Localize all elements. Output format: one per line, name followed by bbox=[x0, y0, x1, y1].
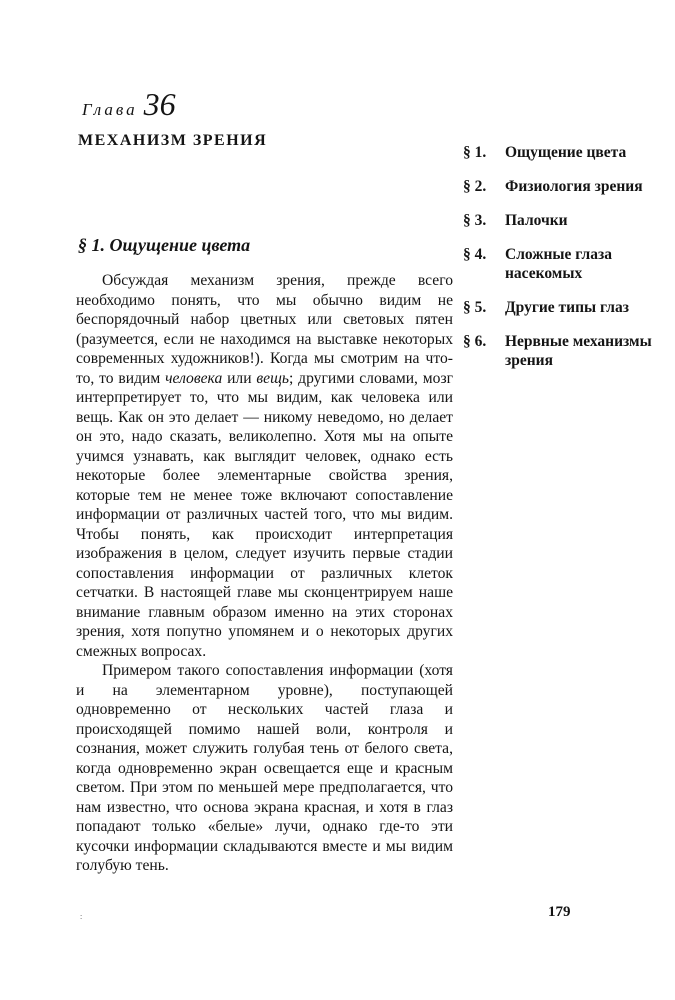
toc-label: Другие типы глаз bbox=[505, 299, 629, 316]
toc-mark: § 4. bbox=[463, 246, 487, 263]
stray-mark: : bbox=[80, 912, 83, 921]
toc-item bbox=[463, 298, 663, 317]
toc-item bbox=[463, 245, 663, 283]
text-run: или bbox=[222, 369, 257, 387]
chapter-word: Глава bbox=[82, 100, 138, 119]
toc-mark: § 2. bbox=[463, 178, 487, 195]
toc-item bbox=[463, 143, 663, 162]
toc-item bbox=[463, 177, 663, 196]
section-heading: § 1. Ощущение цвета bbox=[78, 235, 251, 255]
toc-mark: § 3. bbox=[463, 212, 487, 229]
paragraph: Примером такого сопоставления информации (хотя и на элементарном уровне), поступающей одновременно от нескольких частей глаза и происходящей помимо нашей воли, контроля и сознания, может служить голубая тень от белого света, когда одновременно экран освещается еще и красным светом. При этом по меньшей мере предполагается, что нам известно, что основа экрана красная, и хотя в глаз попадают только «белые» лучи, однако где-то эти кусочки информации складываются вместе и мы видим голубую тень. bbox=[76, 662, 453, 874]
toc-label: Физиология зрения bbox=[505, 178, 643, 195]
text-run: ; другими словами, мозг интерпретирует то, что мы видим, как человека или вещь. Как он это делает — никому неведомо, но делает он это, надо сказать, великолепно. Хотя мы на опыте учимся узнавать, как выглядит человек, однако есть некоторые более элементарные свойства зрения, которые тем не менее тоже включают сопоставление информации от различных частей того, что мы видим. Чтобы понять, как происходит интерпретация изображения в целом, следует изучить первые стадии сопоставления информации от различных клеток сетчатки. В настоящей главе мы сконцентрируем наше внимание главным образом именно на этих сторонах зрения, хотя попутно упомянем и о некоторых других смежных вопросах. bbox=[76, 369, 454, 660]
text-run: Обсуждая механизм зрения, прежде всего необходимо понять, что мы обычно видим не беспорядочный набор цветных или световых пятен (разумеется, если не находимся на выставке некоторых современных художников!). Когда мы смотрим на что-то, то видим bbox=[76, 272, 453, 387]
toc-label: Палочки bbox=[505, 212, 568, 229]
chapter-number: 36 bbox=[143, 86, 176, 122]
toc-item bbox=[463, 211, 663, 230]
page-number: 179 bbox=[548, 904, 571, 920]
emphasis: вещь bbox=[256, 369, 289, 387]
toc-label: Нервные механизмы зрения bbox=[505, 333, 652, 369]
toc-mark: § 6. bbox=[463, 333, 487, 350]
chapter-title: МЕХАНИЗМ ЗРЕНИЯ bbox=[78, 132, 268, 149]
toc-mark: § 5. bbox=[463, 299, 487, 316]
paragraph bbox=[76, 271, 453, 661]
emphasis: человека bbox=[165, 369, 223, 387]
body-text bbox=[76, 271, 453, 876]
toc-label: Ощущение цвета bbox=[505, 144, 627, 161]
toc-label: Сложные глаза насекомых bbox=[505, 246, 612, 282]
toc-mark: § 1. bbox=[463, 144, 487, 161]
chapter-label bbox=[82, 86, 176, 123]
toc-item bbox=[463, 332, 663, 370]
chapter-contents bbox=[463, 143, 663, 385]
